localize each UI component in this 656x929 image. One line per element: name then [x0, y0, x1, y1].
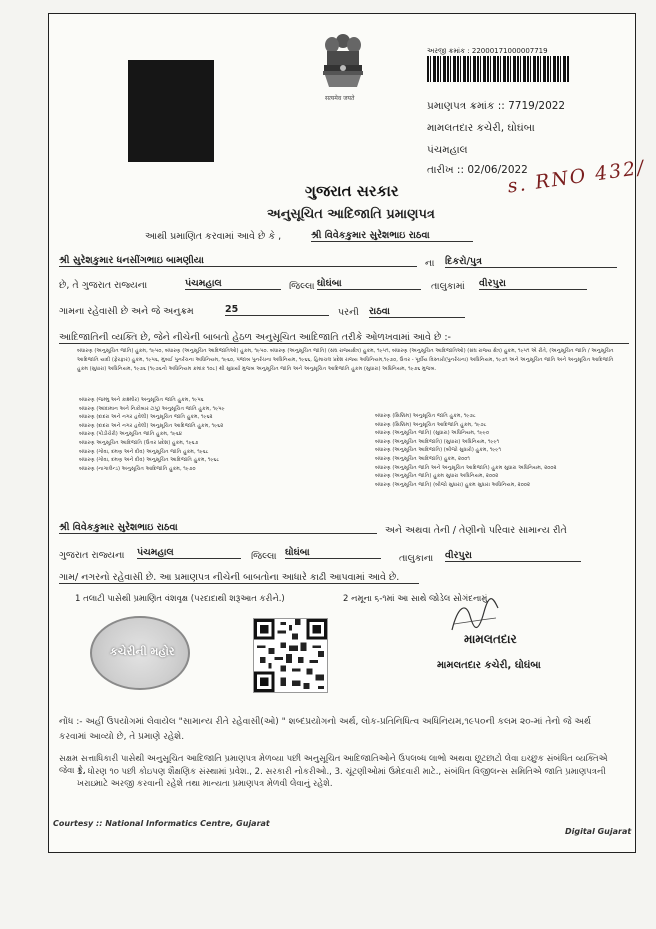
order-right-item: બંધારણ (સિક્કિમ) અનુસૂચિત જાતિ હુકમ, ૧૯૭૮: [375, 413, 476, 419]
certificate-number: પ્રમાણપત્ર ક્રમાંક :: 7719/2022: [427, 100, 566, 112]
relation-prefix: ના: [425, 258, 435, 269]
relation: દિકરો/પુત્ર: [445, 256, 617, 268]
order-left-item: બંધારણ (નાગાલેન્ડ) અનુસૂચિત આદિજાતિ હુકમ, ૧૯૭૦: [79, 465, 196, 472]
residence-line: ગામ/ નગરનો રહેવાસી છે. આ પ્રમાણપત્ર નીચેની બાબતોના આધારે કાઢી આપવામાં આવે છે.: [59, 572, 419, 584]
state-prefix-2: ગુજરાત રાજ્યના: [59, 550, 125, 561]
serial-suffix: પરની: [338, 307, 359, 318]
certificate-title: અનુસૂચિત આદિજાતિ પ્રમાણપત્ર: [267, 207, 435, 222]
order-right-item: બંધારણ (અનુસૂચિત જાતિ) (સુધારા) અધિનિયમ, ૧૯૯૦: [375, 430, 490, 437]
order-left-item: બંધારણ (ગોવા, દમણ અને દીવ) અનુસૂચિત જાતિ હુકમ, ૧૯૬૮: [79, 448, 209, 455]
courtesy-text: Courtesy :: National Informatics Centre, Gujarat: [53, 819, 270, 828]
signatory-title: મામલતદાર: [464, 632, 517, 646]
district-label: જિલ્લા: [289, 281, 315, 292]
national-emblem-icon: [319, 31, 367, 93]
orders-left-list: [79, 396, 225, 473]
order-left-item: બંધારણ (જમ્મુ અને કાશ્મીર) અનુસૂચિત જાતિ હુકમ, ૧૯૫૬: [79, 397, 204, 403]
signatory-office: મામલતદાર કચેરી, ઘોઘંબા: [437, 660, 541, 671]
qr-code: [253, 618, 328, 693]
order-right-item: બંધારણ (સિક્કિમ) અનુસૂચિત આદિજાતિ હુકમ, ૧૯૭૮: [375, 421, 487, 428]
taluka-value: ઘોઘંબા: [317, 278, 421, 290]
issuing-office: મામલતદાર કચેરી, ઘોઘંબા: [427, 122, 535, 134]
order-right-item: બંધારણ (અનુસૂચિત જાતિ) હુકમ સુધારા અધિનિયમ, ૨૦૦૨: [375, 473, 499, 480]
order-left-item: બંધારણ (પોંડીચેરી) અનુસૂચિત જાતિ હુકમ, ૧૯૬૪: [79, 431, 183, 438]
order-left-item: બંધારણ (આંદામાન અને નિકોબાર ટાપુ) અનુસૂચિત જાતિ હુકમ, ૧૯૫૯: [79, 405, 225, 412]
taluka-label-2: તાલુકાના: [399, 553, 434, 564]
taluka-value-2: ઘોઘંબા: [285, 547, 381, 559]
village-prefix: ગામના રહેવાસી છે અને જે અનુક્રમ: [59, 306, 194, 317]
note-verification: સક્ષમ સત્તાધિકારી પાસેથી અનુસૂચિત આદિજાતિ પ્રમાણપત્ર મેળવ્યા પછી અનુસૂચિત આદિજાતિઓને ઉપલબ્ધ લાભો અથવા છૂટછાટો લેવા ઇચ્છુક સંબંધિત વ્યક્તિએ જેવા કે,: [59, 754, 608, 776]
father-name: શ્રી સુરેશકુમાર ધનસીંગભાઇ બામણીયા: [59, 255, 417, 267]
state-prefix: છે, તે ગુજરાત રાજ્યના: [59, 280, 148, 291]
note-benefits: 1. ધોરણ ૧૦ પછી કોઇપણ શૈક્ષણિક સંસ્થામાં પ્રવેશ., 2. સરકારી નોકરીઓ., 3. ચૂંટણીઓમાં ઉમેદવારી માટે., સંબંધિત વિજીલન્સ સમિતિએ જાતિ પ્રમાણપત્રની ખરાઇ: [77, 767, 606, 789]
brand-text: Digital Gujarat: [565, 827, 632, 836]
taluka-label: તાલુકામાં: [431, 281, 465, 292]
orders-right-list: [375, 412, 557, 489]
order-right-item: બંધારણ (અનુસૂચિત આદિજાતિ) (બીજો સુધારો) હુકમ, ૧૯૯૧: [375, 447, 502, 454]
serial-number: 25: [225, 304, 329, 316]
barcode: [427, 56, 569, 82]
legal-paragraph: બંધારણ (અનુસૂચિત જાતિ) હુકમ, ૧૯૫૦, બંધારણ (અનુસૂચિત આદિજાતિઓ) હુકમ, ૧૯૫૦. બંધારણ (અનુસૂચિત જાતિ) (સંઘ રાજ્યક્ષેત્ર) હુકમ, ૧૯૫૧, બંધારણ (અનુસૂચિત આદિજાતિઓ) (સંઘ રાજ્ય ક્ષેત્ર) હુકમ, ૧૯૫૧ એ રીતે, (અનુસૂચિત જાતિ / અનુસૂચિત આદિજાતિ યાદી (ફેરફાર) હુકમ, ૧૯૫૬, મુંબઈ પુનર્રચના અધિનિયમ, ૧૯૬૦, પંજાબ પુનર્રચના અધિનિયમ, ૧૯૬૬, હિમાચલ પ્રદેશ રાજ્ય અધિનિયમ,૧૯૭૦, ઉત્તર - પૂર્વીય વિસ્તારો(પુનર્રચના) અધિનિયમ, ૧૯૭૧ અને અનુસૂચિત જાતિ અને અનુસૂચિત આદિજાતિ હુકમ (સુધારા) અધિનિયમ, ૧૯૭૬ (૧૯૭૬નો અધિનિયમ ક્રમાંક ૧૦૮) થી સુધાર્યા મુજબ અનુસૂચિત જાતિ અને અનુસૂચિત આદિજાતિ હુકમ (સુધારા) અધિનિયમ, ૧૯૭૬ મુજબ.: [77, 348, 614, 372]
issue-date: તારીખ :: 02/06/2022: [427, 164, 528, 176]
district-value: પંચમહાલ: [185, 278, 281, 290]
issuing-district: પંચમહાલ: [427, 144, 468, 156]
district-value-2: પંચમહાલ: [137, 547, 241, 559]
village-value-2: વીરપુરા: [445, 550, 581, 562]
certify-prefix: આથી પ્રમાણિત કરવામાં આવે છે કે ,: [145, 231, 282, 242]
order-left-item: બંધારણ (દાદરા અને નગર હવેલી) અનુસૂચિત આદિજાતિ હુકમ, ૧૯૬૨: [79, 422, 224, 429]
office-seal: [90, 616, 190, 690]
basis-item-1: 1 તલાટી પાસેથી પ્રમાણિત વંશવૃક્ષ (પરદાદાથી શરૂઆત કરીને.): [75, 594, 285, 604]
government-title: ગુજરાત સરકાર: [305, 182, 399, 200]
order-right-item: બંધારણ (અનુસૂચિત જાતિ અને અનુસૂચિત આદિજાતિ) હુકમ સુધારા અધિનિયમ, ૨૦૦૨: [375, 464, 557, 471]
family-text: અને અથવા તેની / તેણીનો પરિવાર સામાન્ય રીતે: [385, 525, 567, 536]
seal-text: કચેરીની મહોર: [110, 645, 175, 658]
order-left-item: બંધારણ (દાદરા અને નગર હવેલી) અનુસૂચિત જાતિ હુકમ, ૧૯૬૨: [79, 414, 213, 421]
order-left-item: બંધારણ અનુસૂચિત આદિજાતિ (ઉત્તર પ્રદેશ) હુકમ, ૧૯૬૭: [79, 439, 199, 446]
village-value: વીરપુરા: [479, 278, 587, 290]
order-right-item: બંધારણ (અનુસૂચિત આદિજાતિ) (સુધારા) અધિનિયમ, ૧૯૯૧: [375, 438, 500, 445]
tribe-name: રાઠવા: [369, 306, 465, 318]
order-left-item: બંધારણ (ગોવા, દમણ અને દીવ) અનુસૂચિત આદિજાતિ હુકમ, ૧૯૬૮: [79, 457, 220, 464]
district-label-2: જિલ્લા: [251, 551, 277, 562]
note-residence: નોંધ :- અહીં ઉપયોગમાં લેવાયેલ "સામાન્ય રીતે રહેવાસી(ઓ) " શબ્દપ્રયોગનો અર્થ, લોક-પ્રતિનિધિત્વ અધિનિયમ,૧૯૫૦ની કલમ ૨૦-માં તેનો જે અર્થ કરવામાં આવ્યો છે, તે પ્રમાણે રહેશે.: [59, 717, 591, 742]
person-name: શ્રી વિવેકકુમાર સુરેશભાઇ રાઠવા: [311, 230, 473, 242]
tribe-line: આદિજાતિની વ્યક્તિ છે, જેને નીચેની બાબતો હેઠળ અનુસૂચિત આદિજાતિ તરીકે ઓળખવામાં આવે છે :-: [59, 332, 629, 344]
certificate-page: [48, 13, 647, 853]
note-application: માટે અરજી કરવાની રહેશે તથા માન્યતા પ્રમાણપત્ર મેળવી લેવાનું રહેશે.: [95, 779, 333, 789]
person-name-repeat: શ્રી વિવેકકુમાર સુરેશભાઇ રાઠવા: [59, 522, 377, 534]
applicant-photo: [128, 60, 214, 162]
order-right-item: બંધારણ (અનુસૂચિત આદિજાતિ) હુકમ, ૨૦૦૧: [375, 455, 470, 462]
basis-item-2: 2 નમૂના ૬-૧માં આ સાથે જોડેલ સોગંદનામું: [343, 594, 488, 604]
application-number: અરજી ક્રમાંક : 22000171000007719: [427, 47, 548, 55]
order-right-item: બંધારણ (અનુસૂચિત જાતિ) (બીજો સુધારા) હુકમ સુધારા અધિનિયમ, ૨૦૦૨: [375, 481, 530, 488]
handwritten-note: s. RNO 432/: [506, 156, 647, 198]
emblem-caption: सत्यमेव जयते: [325, 95, 355, 102]
